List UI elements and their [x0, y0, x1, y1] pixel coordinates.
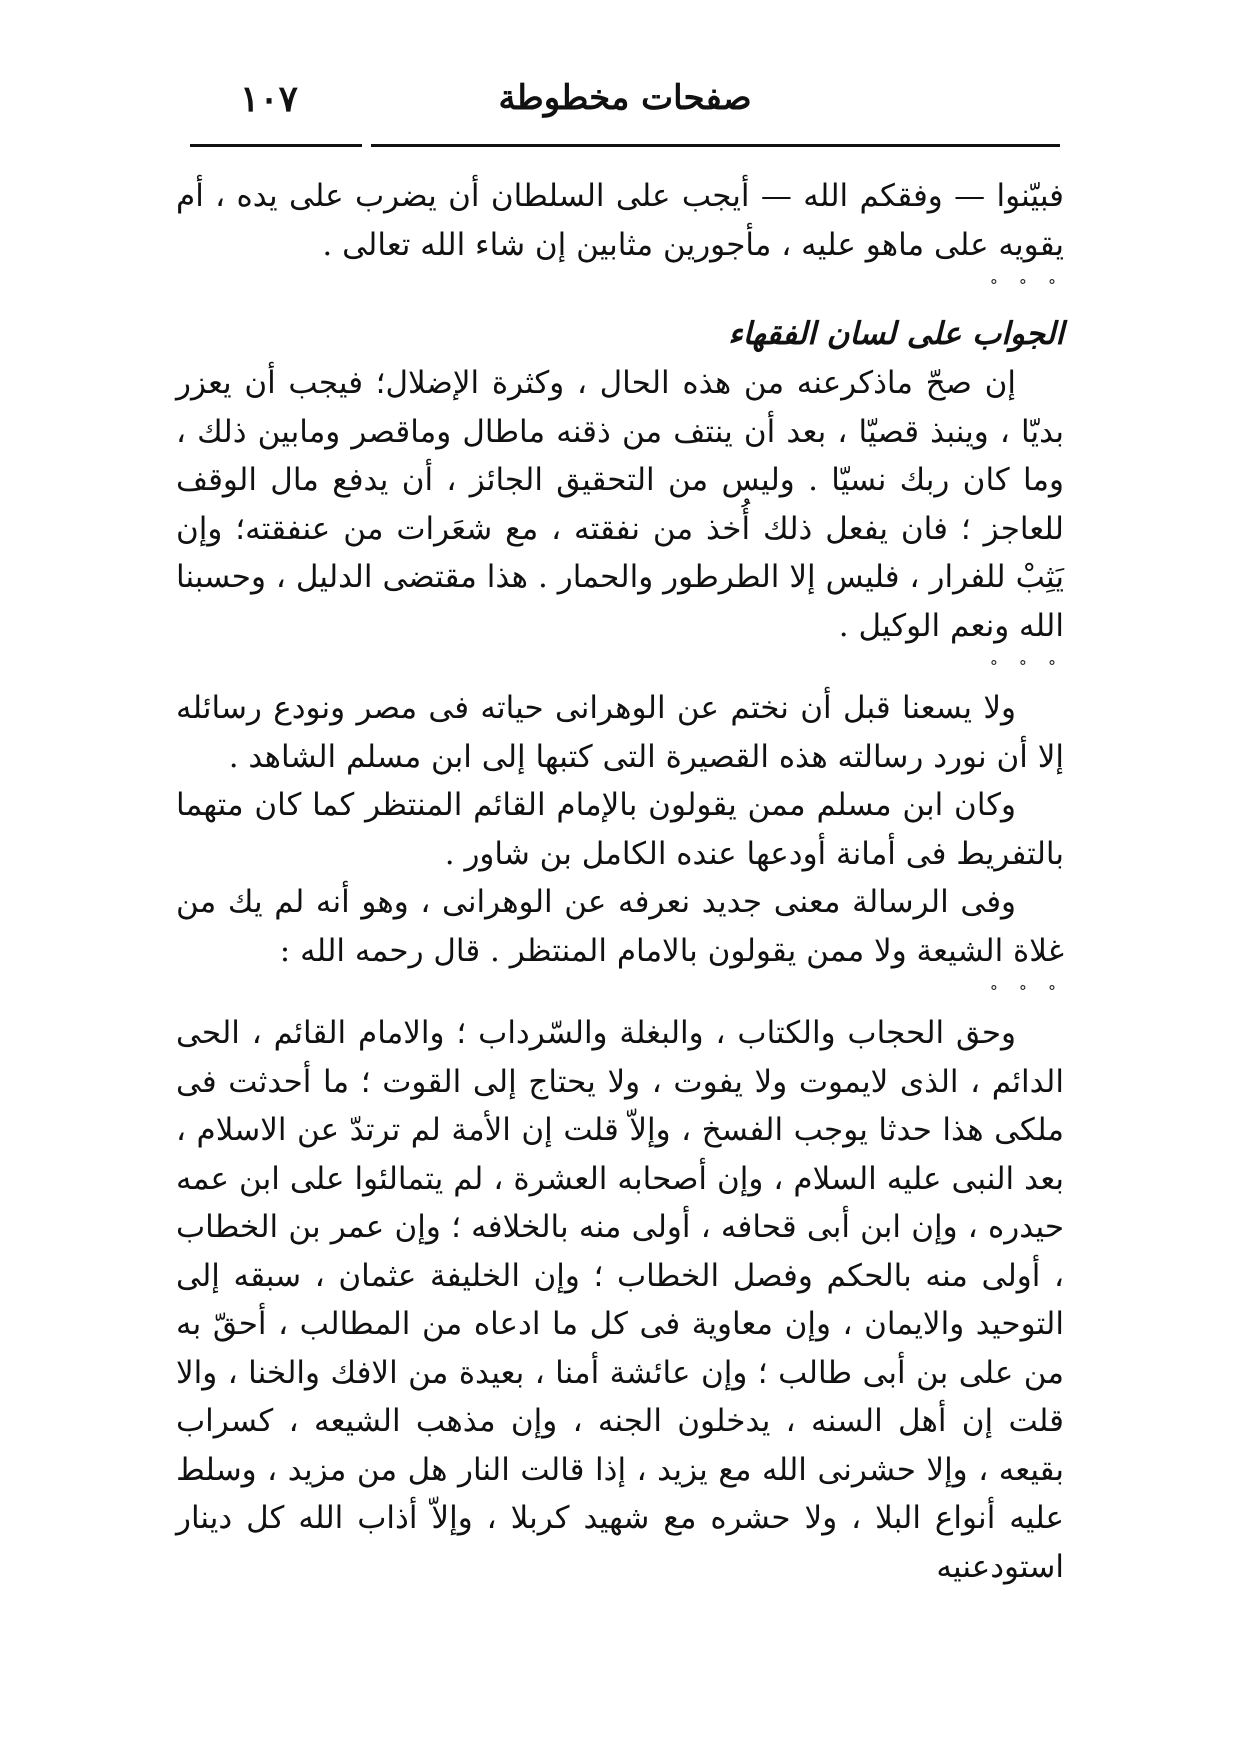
- header-rule-right: [371, 144, 1060, 147]
- context-paragraph: وكان ابن مسلم ممن يقولون بالإمام القائم المنتظر كما كان متهما بالتفريط فى أمانة أودعها عنده الكامل بن شاور .: [176, 787, 1064, 872]
- letter-intro-paragraph: وفى الرسالة معنى جديد نعرفه عن الوهرانى ، وهو أنه لم يك من غلاة الشيعة ولا ممن يقولون بالامام المنتظر . قال رحمه الله :: [176, 884, 1064, 969]
- page-body: [176, 172, 1064, 1591]
- letter-paragraph: وحق الحجاب والكتاب ، والبغلة والسّرداب ؛ والامام القائم ، الحى الدائم ، الذى لايموت ولا يفوت ، ولا يحتاج إلى القوت ؛ ما أحدثت فى ملكى هذا حدثا يوجب الفسخ ، وإلاّ قلت إن الأمة لم ترتدّ عن الاسلام ، بعد النبى عليه السلام ، وإن أصحابه العشرة ، لم يتمالئوا على ابن عمه حيدره ، وإن ابن أبى قحافه ، أولى منه بالخلافه ؛ وإن عمر بن الخطاب ، أولى منه بالحكم وفصل الخطاب ؛ وإن الخليفة عثمان ، سبقه إلى التوحيد والايمان ، وإن معاوية فى كل ما ادعاه من المطالب ، أحقّ به من على بن أبى طالب ؛ وإن عائشة أمنا ، بعيدة من الافك والخنا ، والا قلت إن أهل السنه ، يدخلون الجنه ، وإن مذهب الشيعه ، كسراب بقيعه ، وإلا حشرنى الله مع يزيد ، إذا قالت النار هل من مزيد ، وسلط عليه أنواع البلا ، ولا حشره مع شهيد كربلا ، وإلاّ أذاب الله كل دينار استودعنيه: [176, 1015, 1064, 1585]
- page-header: [190, 78, 1060, 128]
- running-title: صفحات مخطوطة: [498, 78, 752, 118]
- section-separator: ° ° °: [989, 657, 1064, 676]
- answer-heading: الجواب على لسان الفقهاء: [728, 316, 1064, 352]
- section-separator: ° ° °: [989, 982, 1064, 1001]
- section-separator: ° ° °: [989, 276, 1064, 295]
- page-number: ١٠٧: [240, 78, 299, 120]
- answer-paragraph: إن صحّ ماذكرعنه من هذه الحال ، وكثرة الإضلال؛ فيجب أن يعزر بديّا ، وينبذ قصيّا ، بعد أن ينتف من ذقنه ماطال وماقصر ومابين ذلك ، وما كان ربك نسيّا . وليس من التحقيق الجائز ، أن يدفع مال الوقف للعاجز ؛ فان يفعل ذلك أُخذ من نفقته ، مع شعَرات من عنفقته؛ وإن يَثِبْ للفرار ، فليس إلا الطرطور والحمار . هذا مقتضى الدليل ، وحسبنا الله ونعم الوكيل .: [176, 365, 1064, 644]
- intro-paragraph: ولا يسعنا قبل أن نختم عن الوهرانى حياته فى مصر ونودع رسائله إلا أن نورد رسالته هذه القصيرة التى كتبها إلى ابن مسلم الشاهد .: [176, 690, 1064, 775]
- header-rule-left: [190, 144, 362, 147]
- question-ending-paragraph: فبيّنوا — وفقكم الله — أيجب على السلطان أن يضرب على يده ، أم يقويه على ماهو عليه ، مأجورين مثابين إن شاء الله تعالى .: [176, 178, 1064, 263]
